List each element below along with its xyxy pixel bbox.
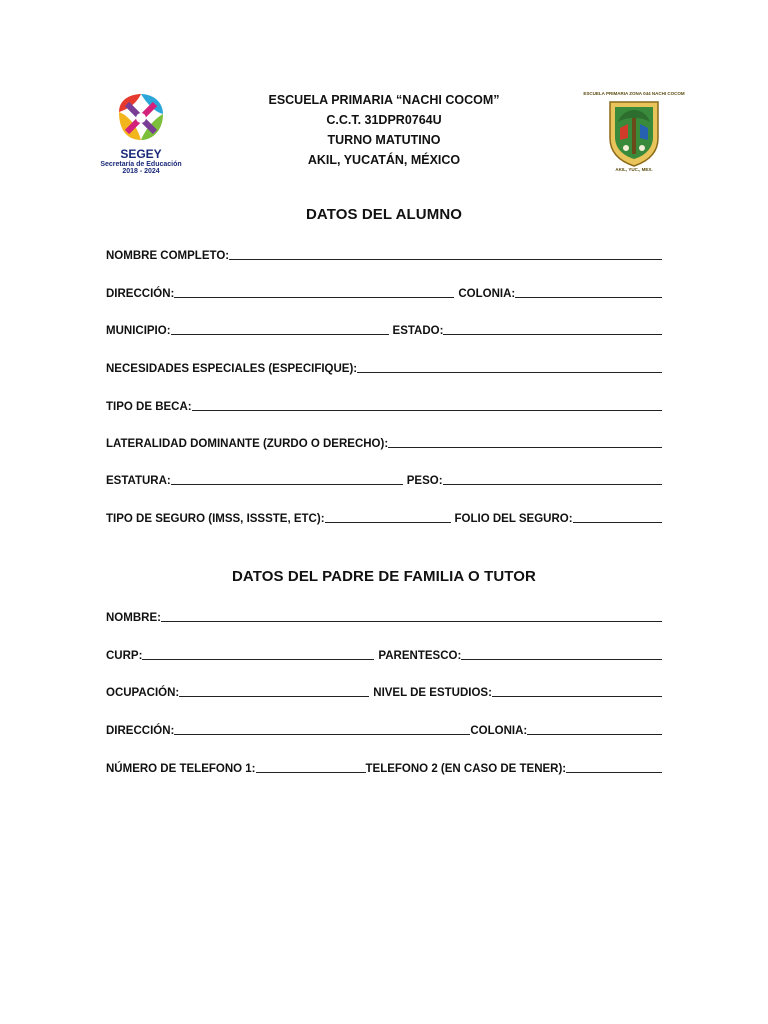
- special-needs-field[interactable]: [357, 360, 662, 373]
- occupation-label: OCUPACIÓN:: [106, 687, 180, 699]
- colony-label: COLONIA:: [458, 288, 516, 300]
- parent-name-row: [106, 608, 662, 624]
- curp-label: CURP:: [106, 650, 143, 662]
- municipality-row: [106, 321, 662, 337]
- phone2-field[interactable]: [566, 760, 662, 773]
- insurance-folio-label: FOLIO DEL SEGURO:: [454, 513, 573, 525]
- laterality-field[interactable]: [388, 435, 662, 448]
- parent-address-label: DIRECCIÓN:: [106, 725, 175, 737]
- laterality-row: [106, 434, 662, 450]
- relationship-field[interactable]: [461, 647, 662, 660]
- parent-colony-field[interactable]: [527, 722, 662, 735]
- parent-colony-label: COLONIA:: [470, 725, 528, 737]
- curp-field[interactable]: [142, 647, 374, 660]
- crest-bottom-text: AKIL, YUC., MEX.: [615, 167, 653, 172]
- insurance-folio-field[interactable]: [573, 510, 662, 523]
- student-section-title: DATOS DEL ALUMNO: [305, 206, 463, 223]
- full-name-row: [106, 246, 662, 262]
- weight-field[interactable]: [443, 472, 662, 485]
- address-field[interactable]: [174, 285, 454, 298]
- special-needs-row: [106, 359, 662, 375]
- phone1-field[interactable]: [256, 760, 366, 773]
- scholarship-row: [106, 397, 662, 413]
- phone2-label: TELEFONO 2 (EN CASO DE TENER):: [365, 763, 567, 775]
- parent-address-row: [106, 721, 662, 737]
- segey-logo-line1: Secretaría de Educación: [100, 161, 182, 168]
- phone-row: [106, 759, 662, 775]
- occupation-row: [106, 683, 662, 699]
- state-field[interactable]: [443, 322, 662, 335]
- segey-logo-name: SEGEY: [120, 147, 162, 161]
- scholarship-label: TIPO DE BECA:: [106, 401, 192, 413]
- address-row: [106, 284, 662, 300]
- address-label: DIRECCIÓN:: [106, 288, 175, 300]
- colony-field[interactable]: [515, 285, 662, 298]
- height-field[interactable]: [171, 472, 403, 485]
- insurance-row: [106, 509, 662, 525]
- scholarship-field[interactable]: [192, 398, 662, 411]
- height-weight-row: [106, 471, 662, 487]
- height-label: ESTATURA:: [106, 475, 171, 487]
- education-field[interactable]: [492, 684, 662, 697]
- insurance-type-label: TIPO DE SEGURO (IMSS, ISSSTE, ETC):: [106, 513, 325, 525]
- state-label: ESTADO:: [392, 325, 444, 337]
- parent-section-title: DATOS DEL PADRE DE FAMILIA O TUTOR: [232, 568, 536, 585]
- school-location: AKIL, YUCATÁN, MÉXICO: [307, 153, 461, 167]
- segey-logo-line2: 2018 - 2024: [122, 168, 160, 175]
- weight-label: PESO:: [406, 475, 443, 487]
- occupation-field[interactable]: [179, 684, 369, 697]
- school-shift: TURNO MATUTINO: [327, 133, 441, 147]
- school-header: [0, 90, 768, 170]
- school-name: ESCUELA PRIMARIA “NACHI COCOM”: [268, 93, 500, 107]
- school-cct: C.C.T. 31DPR0764U: [326, 113, 442, 127]
- special-needs-label: NECESIDADES ESPECIALES (ESPECIFIQUE):: [106, 363, 358, 375]
- full-name-label: NOMBRE COMPLETO:: [106, 250, 230, 262]
- relationship-label: PARENTESCO:: [378, 650, 462, 662]
- municipality-label: MUNICIPIO:: [106, 325, 171, 337]
- curp-row: [106, 646, 662, 662]
- full-name-field[interactable]: [229, 247, 662, 260]
- parent-name-label: NOMBRE:: [106, 612, 161, 624]
- phone1-label: NÚMERO DE TELEFONO 1:: [106, 763, 256, 775]
- parent-name-field[interactable]: [161, 609, 662, 622]
- crest-top-text: ESCUELA PRIMARIA ZONA 044 NACHI COCOM: [583, 91, 685, 96]
- education-label: NIVEL DE ESTUDIOS:: [373, 687, 492, 699]
- insurance-type-field[interactable]: [325, 510, 451, 523]
- municipality-field[interactable]: [171, 322, 389, 335]
- laterality-label: LATERALIDAD DOMINANTE (ZURDO O DERECHO):: [106, 438, 389, 450]
- parent-address-field[interactable]: [174, 722, 470, 735]
